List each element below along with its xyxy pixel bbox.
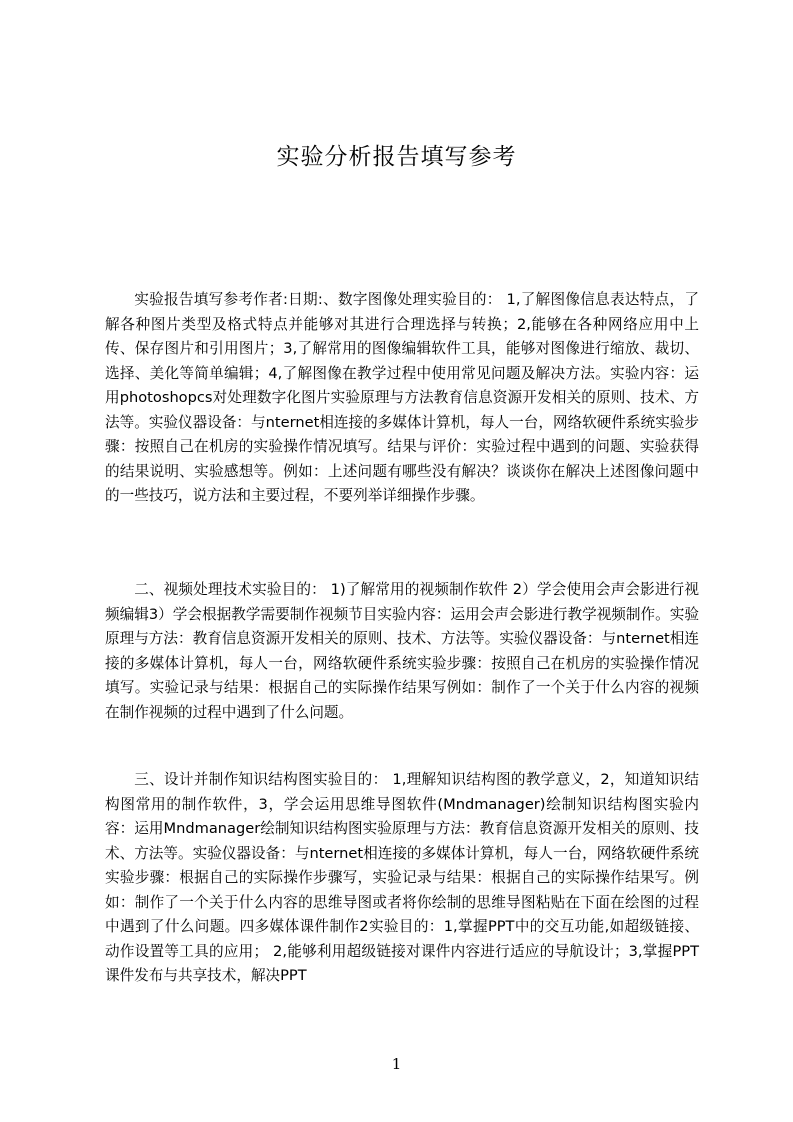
document-title: 实验分析报告填写参考 <box>276 144 517 170</box>
paragraph-3-block <box>105 768 699 989</box>
paragraph-3: 三、设计并制作知识结构图实验目的： 1,理解知识结构图的教学意义，2，知道知识结构图常用的制作软件，3，学会运用思维导图软件(Mndmanager)绘制知识结构图实验内容：运用Mndmanager绘制知识结构图实验原理与方法：教育信息资源开发相关的原则、技术、方法等。实验仪器设备：与nternet相连接的多媒体计算机，每人一台，网络软硬件系统实验步骤：根据自己的实际操作步骤写，实验记录与结果：根据自己的实际操作结果写。例如：制作了一个关于什么内容的思维导图或者将你绘制的思维导图粘贴在下面在绘图的过程中遇到了什么问题。四多媒体课件制作2实验目的：1,掌握PPT中的交互功能,如超级链接、动作设置等工具的应用； 2,能够利用超级链接对课件内容进行适应的导航设计；3,掌握PPT课件发布与共享技术，解决PPT <box>105 771 699 984</box>
page-number: 1 <box>391 1055 402 1073</box>
paragraph-2: 二、视频处理技术实验目的： 1)了解常用的视频制作软件 2）学会使用会声会影进行视频编辑3）学会根据教学需要制作视频节目实验内容：运用会声会影进行教学视频制作。实验原理与方法：教育信息资源开发相关的原则、技术、方法等。实验仪器设备：与nternet相连接的多媒体计算机，每人一台，网络软硬件系统实验步骤：按照自己在机房的实验操作情况填写。实验记录与结果：根据自己的实际操作结果写例如：制作了一个关于什么内容的视频在制作视频的过程中遇到了什么问题。 <box>105 581 699 721</box>
paragraph-1: 实验报告填写参考作者:日期:、数字图像处理实验目的： 1,了解图像信息表达特点，了解各种图片类型及格式特点并能够对其进行合理选择与转换；2,能够在各种网络应用中上传、保存图片和引用图片；3,了解常用的图像编辑软件工具，能够对图像进行缩放、裁切、选择、美化等简单编辑；4,了解图像在教学过程中使用常见问题及解决方法。实验内容：运用photoshopcs对处理数字化图片实验原理与方法教育信息资源开发相关的原则、技术、方法等。实验仪器设备：与nternet相连接的多媒体计算机，每人一台，网络软硬件系统实验步骤：按照自己在机房的实验操作情况填写。结果与评价：实验过程中遇到的问题、实验获得的结果说明、实验感想等。例如：上述问题有哪些没有解决？谈谈你在解决上述图像问题中的一些技巧，说方法和主要过程，不要列举详细操作步骤。 <box>105 291 699 504</box>
paragraph-2-block <box>105 578 699 725</box>
paragraph-1-block <box>105 288 699 509</box>
